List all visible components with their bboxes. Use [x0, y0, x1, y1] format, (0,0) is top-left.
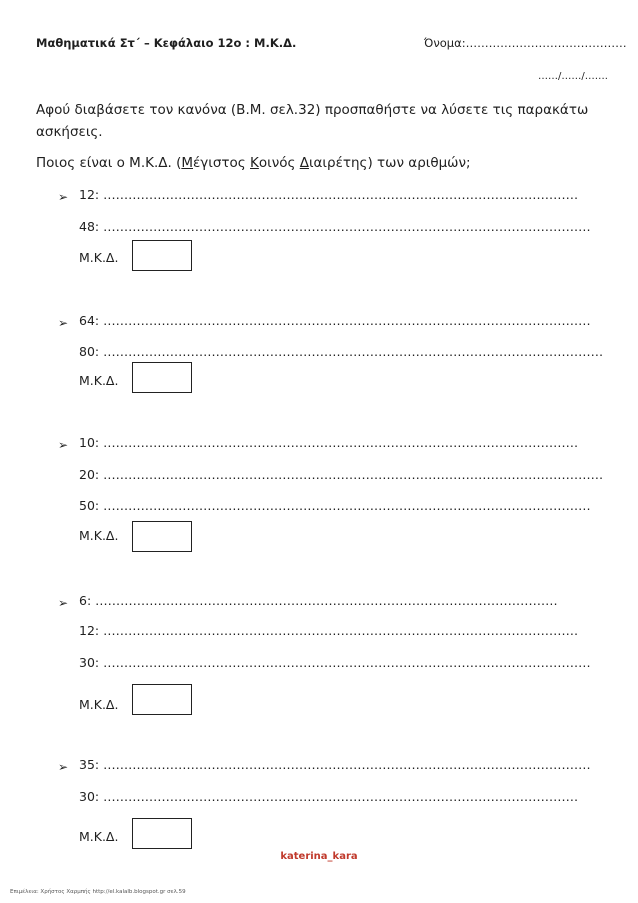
exercise-line: 64: ………………………………………………………………………………………………………: [79, 313, 591, 328]
bullet-icon: ➢: [58, 438, 69, 452]
exercise-line: 30: ……………………………………………………………………………………………………: [79, 789, 579, 804]
date-field: ……/……/…….: [538, 71, 608, 82]
source-credit: Επιμέλεια: Χρήστος Χαρμπής http://el.kalalb.blogspot.gr σελ.59: [10, 889, 186, 895]
bullet-icon: ➢: [58, 316, 69, 330]
gcd-answer-box[interactable]: [132, 521, 192, 552]
bullet-icon: ➢: [58, 596, 69, 610]
document-title: Μαθηματικά Στ΄ – Κεφάλαιο 12ο : Μ.Κ.Δ.: [36, 36, 297, 50]
exercise-line: 12: ……………………………………………………………………………………………………: [79, 623, 579, 638]
bullet-icon: ➢: [58, 190, 69, 204]
gcd-label: Μ.Κ.Δ.: [79, 373, 119, 388]
gcd-answer-box[interactable]: [132, 362, 192, 393]
exercise-line: 35: ………………………………………………………………………………………………………: [79, 757, 591, 772]
exercise-line: 6: …………………………………………………………………………………………………: [79, 593, 558, 608]
gcd-label: Μ.Κ.Δ.: [79, 250, 119, 265]
gcd-answer-box[interactable]: [132, 684, 192, 715]
gcd-label: Μ.Κ.Δ.: [79, 697, 119, 712]
gcd-answer-box[interactable]: [132, 240, 192, 271]
bullet-icon: ➢: [58, 760, 69, 774]
gcd-label: Μ.Κ.Δ.: [79, 829, 119, 844]
question-heading: Ποιος είναι ο Μ.Κ.Δ. (Μέγιστος Κοινός Διαιρέτης) των αριθμών;: [36, 155, 471, 171]
exercise-line: 12: ……………………………………………………………………………………………………: [79, 187, 579, 202]
gcd-label: Μ.Κ.Δ.: [79, 528, 119, 543]
gcd-answer-box[interactable]: [132, 818, 192, 849]
exercise-line: 30: ………………………………………………………………………………………………………: [79, 655, 591, 670]
exercise-line: 50: ………………………………………………………………………………………………………: [79, 498, 591, 513]
exercise-line: 80: …………………………………………………………………………………………………………: [79, 344, 604, 359]
exercise-line: 48: ………………………………………………………………………………………………………: [79, 219, 591, 234]
name-field-label: Όνομα:……………………………………: [424, 36, 627, 50]
exercise-line: 20: …………………………………………………………………………………………………………: [79, 467, 604, 482]
exercise-line: 10: ……………………………………………………………………………………………………: [79, 435, 579, 450]
intro-paragraph: Αφού διαβάσετε τον κανόνα (Β.Μ. σελ.32) προσπαθήστε να λύσετε τις παρακάτω ασκήσεις.: [36, 102, 589, 140]
author-credit: katerina_kara: [280, 851, 358, 862]
